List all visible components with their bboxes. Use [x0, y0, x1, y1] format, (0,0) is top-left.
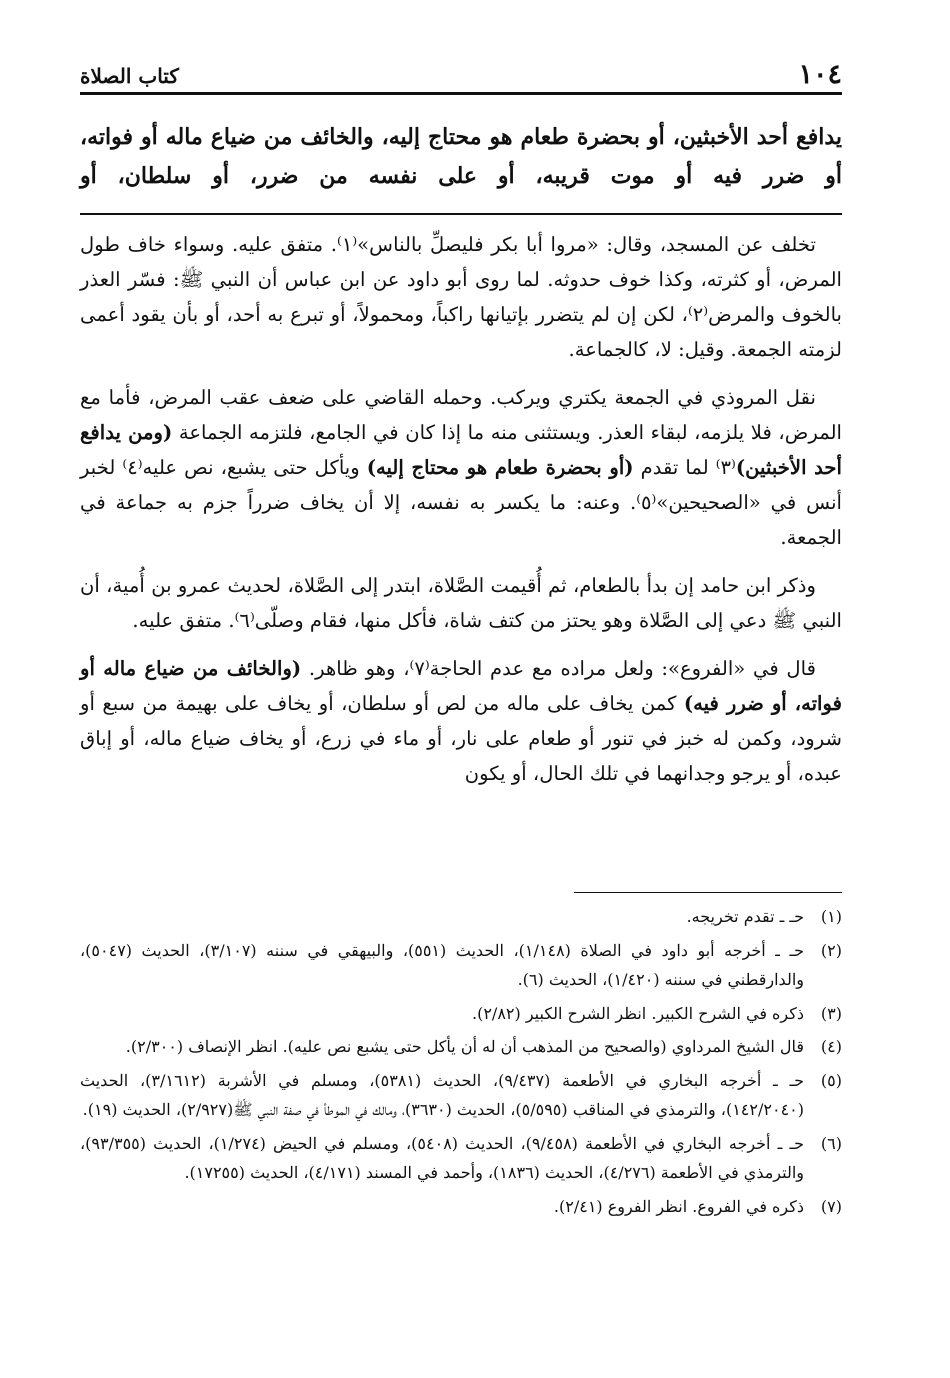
- footnote-number: (٥): [820, 1070, 842, 1090]
- footnote: [80, 1032, 842, 1062]
- footnote-text: حـ ـ تقدم تخريجه.: [686, 907, 804, 926]
- footnote-number: (٧): [820, 1196, 842, 1216]
- footnote: [80, 1192, 842, 1222]
- p2-quote-1: (ومن يدافع أحد الأخبثين): [80, 421, 842, 479]
- p2-text-c: ⁽٣⁾ لما تقدم: [640, 456, 736, 479]
- footnote-number: (٣): [820, 1003, 842, 1023]
- p2-quote-2: (أو بحضرة طعام هو محتاج إليه): [366, 456, 634, 479]
- p4-text-c: كمن يخاف على ماله من لص أو سلطان، أو يخاف على بهيمة من سبع أو شرود، وكمن له خبز في تنور أو طعام على نار، أو ماء في زرع، أو يخاف ضياع ماله، أو إباق عبده، أو يرجو وجدانهما في تلك الحال، أو يكون: [80, 692, 842, 785]
- p2-text-d: ويأكل حتى يشبع، نص عليه⁽٤⁾ لخبر أنس في «الصحيحين»⁽٥⁾. وعنه: ما يكسر به نفسه، إلا أن يخاف ضرراً جزم به جماعة في الجمعة.: [80, 456, 842, 549]
- footnote-text: ذكره في الشرح الكبير. انظر الشرح الكبير (٢/٨٢).: [472, 1003, 804, 1023]
- commentary-paragraph-4: [80, 651, 842, 791]
- text-divider: [80, 213, 842, 215]
- footnote-number: (٦): [820, 1133, 842, 1153]
- footnote-number: (٢): [820, 940, 842, 960]
- footnotes: [80, 902, 842, 1225]
- footnote-text: حـ ـ أخرجه البخاري في الأطعمة (٩/٤٣٧)، الحديث (٥٣٨١)، ومسلم في الأشربة (٣/١٦١٢)، الحديث (١٤٢/٢٠٤٠)، والترمذي في المناقب (٥/٥٩٥)، الحديث (٣٦٣٠)، ومالك في الموطأ في صفة النبي ﷺ(٢/٩٢٧)، الحديث (١٩).: [80, 1070, 805, 1119]
- page-number: ١٠٤: [798, 59, 842, 90]
- footnote-text: ذكره في الفروع. انظر الفروع (٢/٤١).: [553, 1196, 804, 1216]
- footnote: [80, 902, 842, 932]
- main-text-paragraph: يدافع أحد الأخبثين، أو بحضرة طعام هو محتاج إليه، والخائف من ضياع ماله أو فواته، أو ضرر فيه أو موت قريبه، أو على نفسه من ضرر، أو سلطان، أو: [80, 124, 842, 189]
- commentary-paragraph-2: [80, 380, 842, 555]
- footnote-text: حـ ـ أخرجه البخاري في الأطعمة (٩/٤٥٨)، الحديث (٥٤٠٨)، ومسلم في الحيض (١/٢٧٤)، الحديث (٩٣/٣٥٥)، والترمذي في الأطعمة (٤/٢٧٦)، الحديث (١٨٣٦)، وأحمد في المسند (٤/١٧١)، الحديث (١٧٢٥٥).: [80, 1133, 805, 1182]
- p2-text-a: نقل المروذي في الجمعة يكتري ويركب. وحمله القاضي على ضعف عقب المرض، فأما مع المرض، فلا يلزمه، لبقاء العذر. ويستثنى منه ما إذا كان في الجامع، فلتزمه الجماعة: [80, 386, 842, 444]
- commentary: [80, 227, 842, 804]
- footnote-text: حـ ـ أخرجه أبو داود في الصلاة (١/١٤٨)، الحديث (٥٥١)، والبيهقي في سننه (٣/١٠٧)، الحديث (٥٠٤٧)، والدارقطني في سننه (١/٤٢٠)، الحديث (٦).: [80, 940, 805, 989]
- footnote-number: (١): [820, 907, 842, 926]
- page-header: [80, 52, 842, 95]
- footnote-number: (٤): [820, 1037, 842, 1056]
- p4-quote: (والخائف من ضياع ماله أو فواته، أو ضرر فيه): [80, 657, 842, 715]
- footnote: [80, 999, 842, 1029]
- commentary-paragraph-3: وذكر ابن حامد إن بدأ بالطعام، ثم أُقيمت الصَّلاة، ابتدر إلى الصَّلاة، لحديث عمرو بن أُمية، أن النبي ﷺ دعي إلى الصَّلاة وهو يحتز من كتف شاة، فأكل منها، فقام وصلّى⁽٦⁾. متفق عليه.: [80, 574, 842, 632]
- commentary-paragraph-1: تخلف عن المسجد، وقال: «مروا أبا بكر فليصلِّ بالناس»⁽١⁾. متفق عليه. وسواء خاف طول المرض، أو كثرته، وكذا خوف حدوثه. لما روى أبو داود عن ابن عباس أن النبي ﷺ: فسّر العذر بالخوف والمرض⁽٢⁾، لكن إن لم يتضرر بإتيانها راكباً، ومحمولاً، أو تبرع به أحد، أو بأن يقود أعمى لزمته الجمعة. وقيل: لا، كالجماعة.: [80, 233, 842, 361]
- footnote-text: قال الشيخ المرداوي (والصحيح من المذهب أن له أن يأكل حتى يشبع نص عليه). انظر الإنصاف (٢/٣٠٠).: [125, 1037, 804, 1056]
- running-title: كتاب الصلاة: [80, 64, 179, 88]
- p4-text-a: قال في «الفروع»: ولعل مراده مع عدم الحاجة⁽٧⁾، وهو ظاهر.: [301, 657, 816, 680]
- footnote: [80, 1129, 842, 1188]
- main-text: [80, 118, 842, 196]
- footnote: [80, 1066, 842, 1125]
- footnote-divider: [574, 892, 842, 893]
- footnote: [80, 936, 842, 995]
